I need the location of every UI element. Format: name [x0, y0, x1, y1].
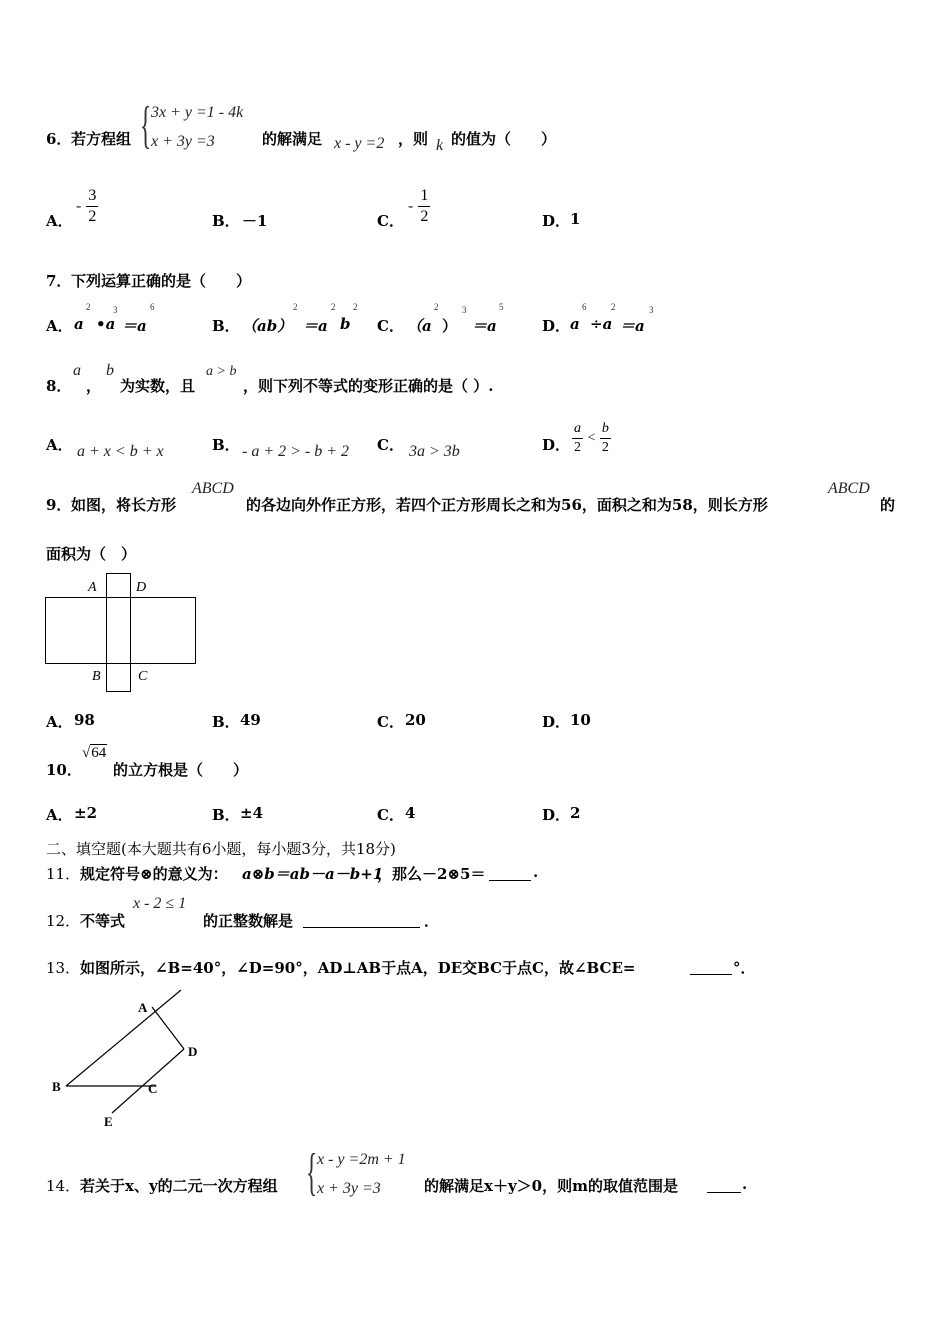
label-a: A: [88, 580, 97, 595]
degree-end: °．: [733, 959, 756, 977]
option-expr: ＝a: [620, 317, 645, 335]
exponent: 2: [353, 302, 358, 312]
question-stem: ，那么－2⊗5＝: [377, 865, 486, 883]
option-d-value: [572, 420, 611, 457]
option-expr: ＝a: [303, 317, 328, 335]
vertical-rectangle: [107, 574, 131, 692]
option-label: B．: [212, 806, 240, 824]
condition-expr: x - y =2: [334, 135, 385, 152]
exponent: 2: [293, 302, 298, 312]
option-c-value: [408, 186, 430, 227]
option-expr: ）: [442, 317, 458, 335]
label-e: E: [104, 1114, 113, 1129]
question-stem: ，则下列不等式的变形正确的是（ ）.: [243, 377, 494, 395]
numerator: 1: [418, 186, 430, 207]
option-b-value: 49: [240, 711, 261, 729]
operator-definition: a⊗b＝ab－a－b+1: [242, 865, 384, 883]
question-number: 11．: [46, 865, 81, 883]
label-c: C: [148, 1081, 158, 1096]
label-d: D: [188, 1044, 198, 1059]
option-label: A．: [46, 806, 73, 824]
option-label: C．: [377, 317, 404, 335]
label-b: B: [92, 669, 101, 684]
option-expr: •a: [96, 315, 116, 333]
period: .: [533, 863, 539, 881]
question-stem: 若关于x、y的二元一次方程组: [80, 1177, 278, 1195]
option-c-value: 20: [405, 711, 426, 729]
exponent: 6: [150, 302, 155, 312]
option-label: D．: [542, 713, 571, 731]
equation-1: x - y =2m + 1: [317, 1151, 406, 1168]
option-expr: b: [340, 315, 351, 333]
question-stem: ，则: [398, 130, 429, 148]
fraction: [600, 420, 611, 457]
equation-2: x + 3y =3: [151, 133, 215, 150]
option-c-value: 3a > 3b: [409, 443, 460, 460]
exponent: 3: [113, 305, 118, 315]
denominator: 2: [88, 208, 97, 225]
question-stem: 的立方根是（ ）: [113, 761, 249, 779]
question-stem: 如图所示，∠B=40°，∠D=90°，AD⊥AB于点A，DE交BC于点C，故∠BCE=: [80, 959, 636, 977]
option-expr: （ab）: [242, 317, 293, 335]
exponent: 3: [649, 305, 654, 315]
exponent: 2: [331, 302, 336, 312]
square-root: [82, 745, 107, 762]
option-label: A．: [46, 713, 73, 731]
variable-k: k: [436, 137, 444, 154]
question-stem: 面积为（ ）: [46, 545, 137, 563]
rect-name: ABCD: [192, 480, 234, 497]
period: .: [742, 1175, 748, 1193]
question-stem: 的: [880, 496, 896, 514]
option-expr: ÷a: [590, 315, 613, 333]
question-stem: 的各边向外作正方形，若四个正方形周长之和为56，面积之和为58，则长方形: [246, 496, 768, 514]
radicand: 64: [91, 745, 107, 761]
option-label: B．: [212, 212, 240, 230]
question-stem: 下列运算正确的是（ ）: [71, 272, 252, 290]
horizontal-rectangle: [46, 598, 196, 664]
line-ad: [152, 1007, 184, 1049]
option-label: B．: [212, 436, 240, 454]
option-a-value: ±2: [74, 804, 98, 822]
label-d: D: [136, 580, 147, 595]
inequality-expr: x - 2 ≤ 1: [133, 895, 187, 912]
fraction: [86, 186, 98, 227]
option-label: D．: [542, 436, 571, 454]
question-stem: 的解满足: [262, 130, 323, 148]
option-label: D．: [542, 317, 571, 335]
question-stem: 的解满足x＋y＞0，则m的取值范围是: [424, 1177, 678, 1195]
option-c-value: 4: [405, 804, 416, 822]
option-b-value: －1: [242, 212, 268, 230]
fraction: [572, 420, 583, 457]
numerator: a: [572, 420, 583, 439]
angle-figure: [44, 984, 214, 1130]
fraction: [418, 186, 430, 227]
question-number: 10．: [46, 761, 82, 779]
system-brace: {: [306, 1144, 318, 1201]
answer-blank[interactable]: [303, 910, 420, 928]
question-stem: 为实数，且: [120, 377, 196, 395]
question-stem: 的值为（ ）: [451, 130, 557, 148]
minus-sign: -: [408, 197, 414, 215]
numerator: b: [600, 420, 611, 439]
question-number: 6．: [46, 130, 72, 148]
option-a-value: a + x < b + x: [77, 443, 164, 460]
equation-2: x + 3y =3: [317, 1180, 381, 1197]
option-a-value: [76, 186, 98, 227]
option-label: C．: [377, 713, 404, 731]
question-stem: 不等式: [80, 912, 126, 930]
label-c: C: [138, 669, 148, 684]
radical-sign: √: [82, 745, 91, 761]
denominator: 2: [420, 208, 429, 225]
question-stem: 的正整数解是: [203, 912, 294, 930]
label-a: A: [138, 1000, 148, 1015]
question-number: 14．: [46, 1177, 81, 1195]
option-label: C．: [377, 436, 404, 454]
option-expr: ＝a: [472, 317, 497, 335]
answer-blank[interactable]: [690, 957, 732, 975]
system-brace: {: [140, 97, 152, 154]
option-label: B．: [212, 317, 240, 335]
question-number: 12．: [46, 912, 81, 930]
rect-name: ABCD: [828, 480, 870, 497]
option-expr: （a: [407, 317, 432, 335]
option-label: D．: [542, 212, 571, 230]
line-ba: [66, 990, 181, 1086]
answer-blank[interactable]: [489, 863, 531, 881]
condition-expr: a > b: [206, 364, 237, 379]
section-heading: 二、填空题(本大题共有6小题，每小题3分，共18分): [46, 840, 396, 858]
option-d-value: 10: [570, 711, 591, 729]
rectangle-squares-figure: [40, 568, 205, 698]
option-a-value: 98: [74, 711, 95, 729]
option-label: A．: [46, 317, 73, 335]
period: ．: [424, 912, 440, 930]
exponent: 2: [611, 302, 616, 312]
equation-1: 3x + y =1 - 4k: [151, 104, 244, 121]
label-b: B: [52, 1079, 61, 1094]
option-label: C．: [377, 212, 404, 230]
exponent: 2: [86, 302, 91, 312]
exponent: 2: [434, 302, 439, 312]
option-expr: a: [74, 315, 84, 333]
question-number: 13．: [46, 959, 81, 977]
question-stem: 规定符号⊗的意义为：: [80, 865, 228, 883]
option-label: D．: [542, 806, 571, 824]
question-number: 9．: [46, 496, 72, 514]
denominator: 2: [574, 440, 581, 455]
question-number: 7．: [46, 272, 72, 290]
question-stem: 若方程组: [71, 130, 132, 148]
option-b-value: - a + 2 > - b + 2: [242, 443, 350, 460]
option-label: C．: [377, 806, 404, 824]
option-d-value: 1: [570, 210, 581, 228]
question-number: 8．: [46, 377, 72, 395]
option-expr: a: [570, 315, 580, 333]
minus-sign: -: [76, 197, 82, 215]
variable-b: b: [106, 362, 114, 379]
comma: ，: [86, 377, 102, 395]
variable-a: a: [73, 362, 81, 379]
denominator: 2: [601, 440, 609, 455]
option-b-value: ±4: [240, 804, 264, 822]
exponent: 5: [499, 302, 504, 312]
option-expr: ＝a: [122, 317, 147, 335]
answer-blank[interactable]: [707, 1175, 741, 1193]
numerator: 3: [86, 186, 98, 207]
exponent: 3: [462, 305, 467, 315]
option-label: A．: [46, 212, 73, 230]
option-d-value: 2: [570, 804, 581, 822]
question-stem: 如图，将长方形: [71, 496, 177, 514]
option-label: A．: [46, 436, 73, 454]
exponent: 6: [582, 302, 587, 312]
option-label: B．: [212, 713, 240, 731]
relation: <: [587, 430, 596, 446]
